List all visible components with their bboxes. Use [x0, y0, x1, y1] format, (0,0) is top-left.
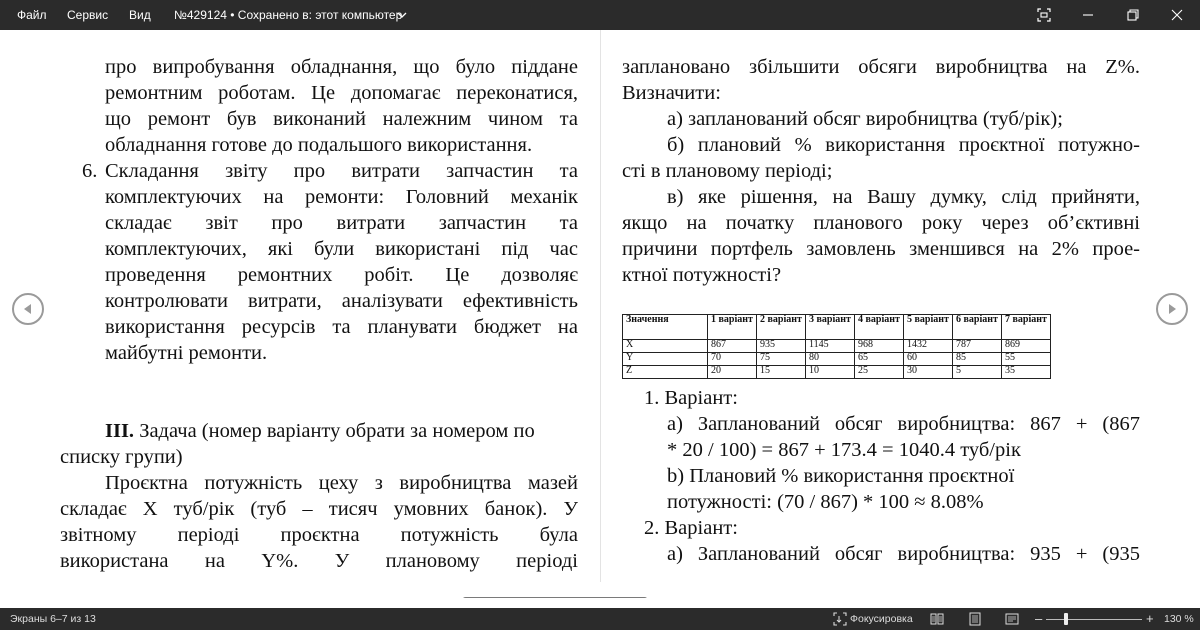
menu-file[interactable]: Файл [17, 8, 47, 22]
text-line: що ремонт був виконаний належним чином та [105, 108, 578, 130]
print-layout-icon[interactable] [968, 612, 982, 626]
next-page-button[interactable] [1156, 293, 1188, 325]
arrow-right-icon [1165, 302, 1179, 316]
variants-table [622, 314, 1051, 379]
fit-window-icon[interactable] [1033, 4, 1055, 26]
table-header-cell: 6 варіант [953, 315, 1002, 340]
table-header-cell: 1 варіант [708, 315, 757, 340]
arrow-left-icon [21, 302, 35, 316]
text-line: проведення ремонтних робіт. Це дозволяє [105, 264, 578, 286]
table-cell: 10 [806, 366, 855, 379]
table-cell: 25 [855, 366, 904, 379]
solutions [622, 385, 1140, 567]
table-cell: 20 [708, 366, 757, 379]
zoom-level[interactable]: 130 % [1164, 613, 1194, 625]
table-header-cell: 7 варіант [1002, 315, 1051, 340]
zoom-out-button[interactable]: – [1035, 611, 1043, 626]
table-header-row [623, 315, 1051, 340]
zoom-in-button[interactable]: + [1146, 611, 1154, 626]
text-line: звітному періоді проєктна потужність була [60, 524, 578, 546]
text-line: Складання звіту про витрати запчастин та [105, 160, 578, 182]
restore-icon[interactable] [1122, 4, 1144, 26]
table-cell: 65 [855, 353, 904, 366]
text-line: комплектуючих, які були використані під час [105, 238, 578, 260]
table-cell: 968 [855, 340, 904, 353]
focus-icon[interactable] [833, 612, 847, 626]
minimize-icon[interactable] [1077, 4, 1099, 26]
text-line: Визначити: [622, 82, 721, 104]
table-cell: 70 [708, 353, 757, 366]
focus-mode-button[interactable]: Фокусировка [850, 613, 913, 625]
text-line: контролювати витрати, аналізувати ефективність [105, 290, 578, 312]
text-line: про випробування обладнання, що було піддане [105, 56, 578, 78]
text-line: використання ресурсів та планувати бюджет на [105, 316, 578, 338]
status-bar [0, 608, 1200, 630]
text-line: b) Плановий % використання проєктної [667, 465, 1015, 487]
section-title: Задача (номер варіанту обрати за номером по [134, 420, 535, 442]
table-header-cell: 3 варіант [806, 315, 855, 340]
zoom-slider-thumb[interactable] [1064, 613, 1068, 625]
right-page [622, 54, 1140, 288]
document-title[interactable]: №429124 • Сохранено в: этот компьютер [174, 8, 403, 22]
table-header-cell: Значення [623, 315, 708, 340]
table-cell: 935 [757, 340, 806, 353]
list-number: 6. [82, 160, 98, 182]
section-heading [60, 418, 578, 444]
text-line: заплановано збільшити обсяги виробництва на Z%. [622, 56, 1140, 78]
zoom-slider[interactable] [1046, 619, 1142, 620]
solution-2-title: 2. Варіант: [644, 517, 738, 539]
solution-1-title: 1. Варіант: [644, 387, 738, 409]
table-row [623, 340, 1051, 353]
text-line: а) Запланований обсяг виробництва: 935 + (935 [667, 543, 1140, 565]
document-view [0, 30, 1200, 598]
table-cell: 869 [1002, 340, 1051, 353]
chevron-down-icon[interactable] [391, 5, 413, 27]
table-row [623, 366, 1051, 379]
text-line: комплектуючих на ремонти: Головний механік [105, 186, 578, 208]
close-icon[interactable] [1166, 4, 1188, 26]
menu-view[interactable]: Вид [129, 8, 151, 22]
text-line: якщо на початку планового року через об’єктивні [622, 212, 1140, 234]
text-line: * 20 / 100) = 867 + 173.4 = 1040.4 туб/рік [667, 439, 1021, 461]
left-page [60, 54, 578, 574]
page-indicator: Экраны 6–7 из 13 [10, 613, 96, 625]
table-header-cell: 2 варіант [757, 315, 806, 340]
text-line: складає звіт про витрати запчастин та [105, 212, 578, 234]
question-a: а) запланований обсяг виробництва (туб/рік); [667, 108, 1063, 130]
table-cell: 867 [708, 340, 757, 353]
table-cell: 1432 [904, 340, 953, 353]
text-line: причини портфель замовлень зменшився на 2% прое- [622, 238, 1140, 260]
page-divider [600, 30, 601, 582]
table-cell: 80 [806, 353, 855, 366]
table-cell: 15 [757, 366, 806, 379]
horizontal-scrollbar[interactable] [462, 597, 648, 598]
text-line: використана на Y%. У плановому періоді [60, 550, 578, 572]
table-cell: Z [623, 366, 708, 379]
table-cell: Y [623, 353, 708, 366]
table-row [623, 353, 1051, 366]
text-line: Проєктна потужність цеху з виробництва мазей [105, 472, 578, 494]
section-number: ІІІ. [105, 420, 135, 442]
table-header-cell: 5 варіант [904, 315, 953, 340]
text-line: майбутні ремонти. [105, 342, 268, 364]
previous-page-button[interactable] [12, 293, 44, 325]
text-line: ремонтним роботам. Це допомагає переконатися, [105, 82, 578, 104]
table-cell: 85 [953, 353, 1002, 366]
table-cell: X [623, 340, 708, 353]
table-header-cell: 4 варіант [855, 315, 904, 340]
list-item-6 [82, 158, 578, 366]
table-cell: 787 [953, 340, 1002, 353]
table-cell: 1145 [806, 340, 855, 353]
table-cell: 75 [757, 353, 806, 366]
table-cell: 30 [904, 366, 953, 379]
text-line: складає Х туб/рік (туб – тисяч умовних банок). У [60, 498, 578, 520]
table-cell: 60 [904, 353, 953, 366]
text-line: потужності: (70 / 867) * 100 ≈ 8.08% [667, 491, 984, 513]
table-cell: 5 [953, 366, 1002, 379]
title-bar [0, 0, 1200, 30]
text-line: сті в плановому періоді; [622, 160, 833, 182]
text-line: списку групи) [60, 446, 183, 468]
question-c: в) яке рішення, на Вашу думку, слід прийняти, [667, 186, 1140, 208]
table-cell: 55 [1002, 353, 1051, 366]
paragraph-equipment-testing [105, 54, 578, 158]
text-line: а) Запланований обсяг виробництва: 867 + (867 [667, 413, 1140, 435]
web-layout-icon[interactable] [1005, 612, 1019, 626]
text-line: обладнання готове до подальшого використання. [105, 134, 533, 156]
question-b: б) плановий % використання проєктної потужно- [667, 134, 1140, 156]
read-mode-icon[interactable] [930, 612, 944, 626]
section-task [60, 418, 578, 574]
menu-service[interactable]: Сервис [67, 8, 109, 22]
text-line: ктної потужності? [622, 264, 782, 286]
table-cell: 35 [1002, 366, 1051, 379]
